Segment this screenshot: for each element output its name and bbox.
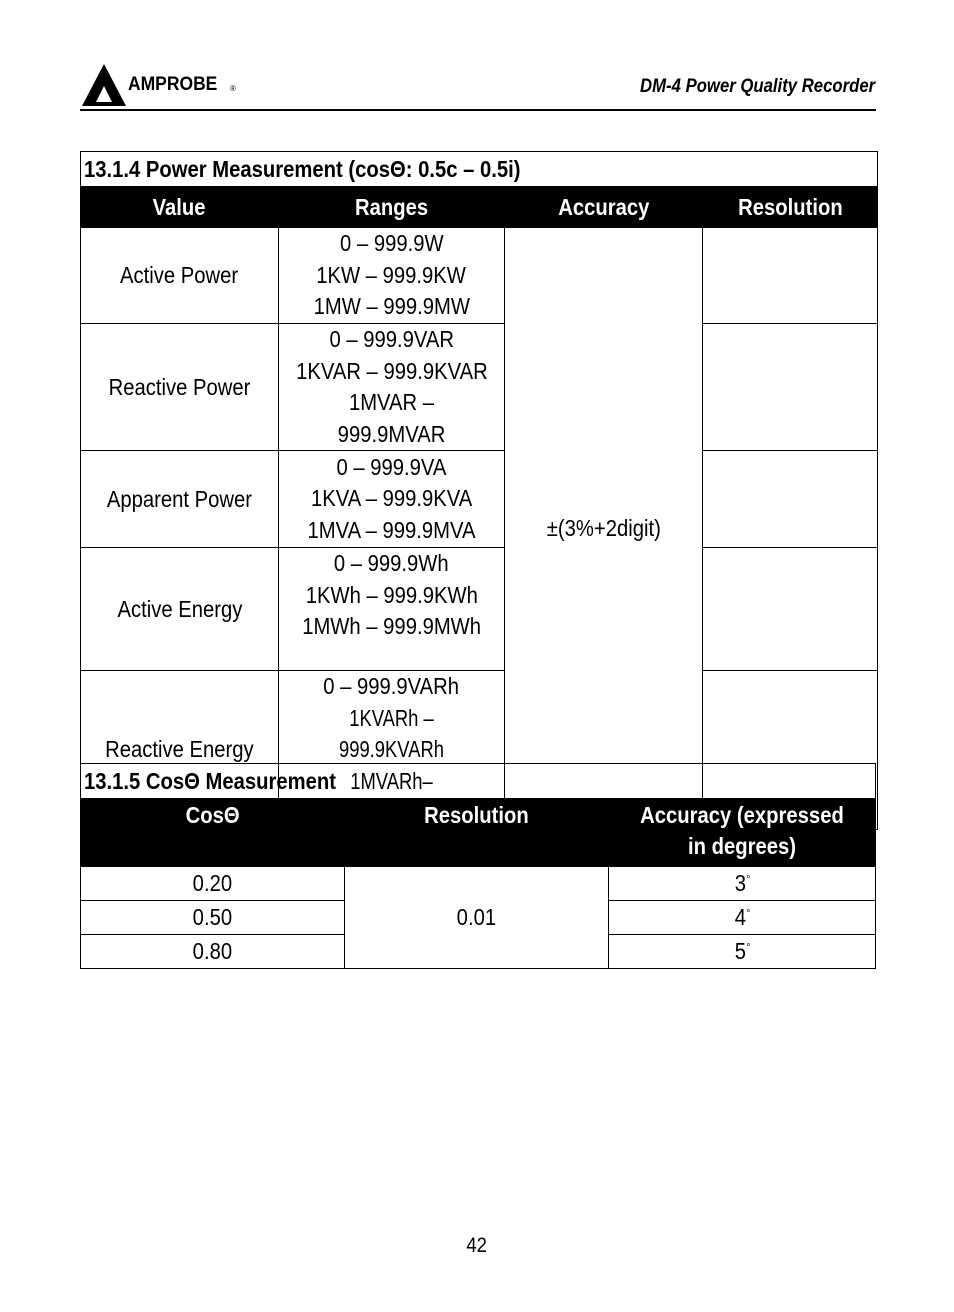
cos-measurement-table <box>80 763 876 969</box>
resolution-cell <box>703 324 878 451</box>
table-caption: 13.1.5 CosΘ Measurement <box>81 764 876 799</box>
cos-cell: 0.20 <box>81 867 345 901</box>
cos-cell: 0.50 <box>81 901 345 935</box>
logo-triangle-icon <box>80 62 128 108</box>
table-row <box>81 548 878 671</box>
ranges-cell: 0 – 999.9VA 1KVA – 999.9KVA 1MVA – 999.9MVA <box>279 451 505 548</box>
brand-name: AMPROBE <box>128 74 218 95</box>
column-header-resolution: Resolution <box>345 799 609 867</box>
resolution-cell <box>703 451 878 548</box>
registered-mark: ® <box>230 84 236 93</box>
table-row <box>81 451 878 548</box>
value-cell: Reactive Energy <box>81 671 279 830</box>
ranges-cell: 0 – 999.9VAR 1KVAR – 999.9KVAR 1MVAR – 999.9MVAR <box>279 324 505 451</box>
column-header-resolution: Resolution <box>703 187 878 228</box>
page-number: 42 <box>466 1234 488 1257</box>
header-divider <box>80 109 876 111</box>
resolution-cell <box>703 228 878 324</box>
ranges-cell: 0 – 999.9VARh 1KVARh – 999.9KVARh 1MVARh– <box>279 671 505 830</box>
power-measurement-table <box>80 151 878 830</box>
column-header-accuracy: Accuracy <box>505 187 703 228</box>
ranges-cell: 0 – 999.9W 1KW – 999.9KW 1MW – 999.9MW <box>279 228 505 324</box>
resolution-cell <box>703 548 878 671</box>
column-header-value: Value <box>81 187 279 228</box>
accuracy-cell: 5° <box>609 935 876 969</box>
resolution-cell: 0.01 <box>345 867 609 969</box>
column-header-accuracy: Accuracy (expressed in degrees) <box>609 799 876 867</box>
accuracy-cell: 3° <box>609 867 876 901</box>
cos-cell: 0.80 <box>81 935 345 969</box>
column-header-ranges: Ranges <box>279 187 505 228</box>
table-row <box>81 867 876 901</box>
value-cell: Active Energy <box>81 548 279 671</box>
value-cell: Apparent Power <box>81 451 279 548</box>
value-cell: Active Power <box>81 228 279 324</box>
amprobe-logo <box>80 62 250 108</box>
table-row <box>81 324 878 451</box>
table-caption: 13.1.4 Power Measurement (cosΘ: 0.5c – 0.5i) <box>81 152 878 187</box>
accuracy-cell: ±(3%+2digit) <box>505 228 703 830</box>
accuracy-cell: 4° <box>609 901 876 935</box>
value-cell: Reactive Power <box>81 324 279 451</box>
column-header-cos: CosΘ <box>81 799 345 867</box>
document-title: DM-4 Power Quality Recorder <box>639 76 875 97</box>
table-row <box>81 228 878 324</box>
ranges-cell: 0 – 999.9Wh 1KWh – 999.9KWh 1MWh – 999.9MWh <box>279 548 505 671</box>
